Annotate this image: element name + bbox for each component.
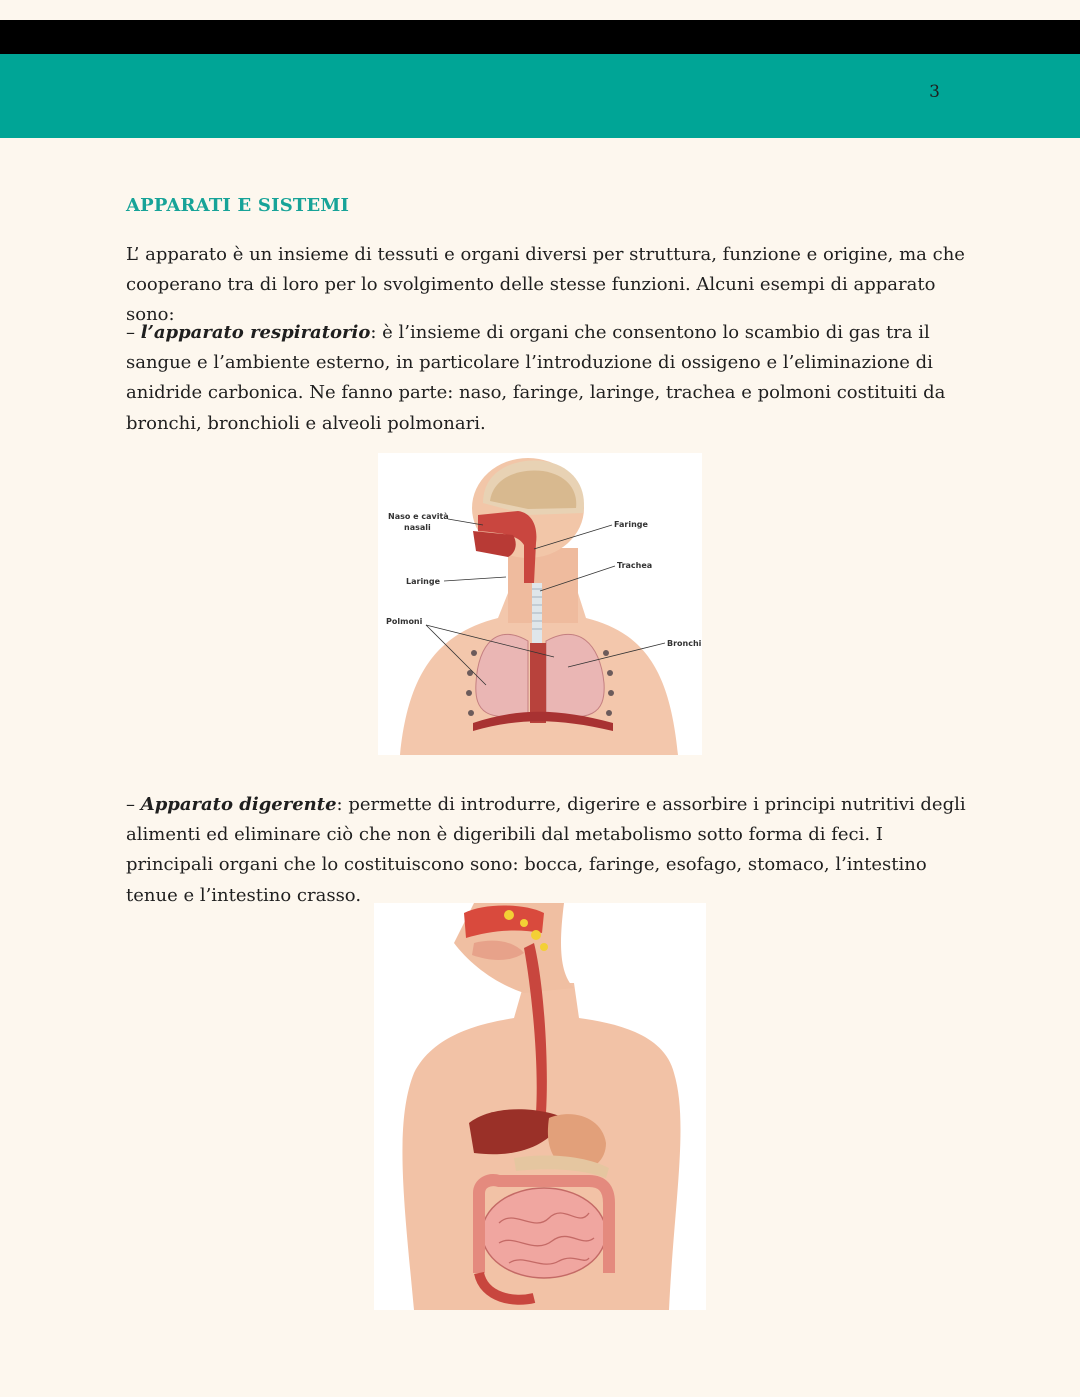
label-naso-2: nasali (404, 523, 431, 532)
label-bronchi: Bronchi (667, 639, 702, 648)
digestive-term: Apparato digerente (140, 794, 337, 815)
digestive-description: : permette di introdurre, digerire e assorbire i principi nutritivi degli alimenti ed eliminare ciò che non è digeribili dal metabolismo sotto forma di feci. I principali organi che lo costituiscono sono: bocca, faringe, esofago, stomaco, l’intestino tenue e l’intestino crasso. (126, 794, 966, 906)
digestive-system-illustration (374, 903, 706, 1310)
label-polmoni: Polmoni (386, 617, 423, 626)
label-naso: Naso e cavità (388, 512, 449, 521)
respiratory-term: l’apparato respiratorio (140, 322, 371, 343)
respiratory-system-illustration (378, 453, 702, 755)
digestive-diagram (374, 903, 706, 1310)
digestive-paragraph (126, 790, 966, 911)
bullet-dash: – (126, 794, 141, 815)
respiratory-diagram (378, 453, 702, 755)
label-faringe: Faringe (614, 520, 648, 529)
label-trachea: Trachea (617, 561, 653, 570)
section-heading: APPARATI E SISTEMI (126, 195, 350, 216)
respiratory-paragraph (126, 318, 966, 439)
label-laringe: Laringe (406, 577, 441, 586)
top-black-bar (0, 20, 1080, 54)
intro-paragraph: L’ apparato è un insieme di tessuti e organi diversi per struttura, funzione e origine, ma che cooperano tra di loro per lo svolgimento delle stesse funzioni. Alcuni esempi di apparato sono: (126, 244, 965, 326)
page-number: 3 (929, 82, 940, 102)
page-header-band (0, 54, 1080, 138)
bullet-dash: – (126, 322, 141, 343)
respiratory-description: : è l’insieme di organi che consentono lo scambio di gas tra il sangue e l’ambiente esterno, in particolare l’introduzione di ossigeno e l’eliminazione di anidride carbonica. Ne fanno parte: naso, faringe, laringe, trachea e polmoni costituiti da bronchi, bronchioli e alveoli polmonari. (126, 322, 946, 434)
